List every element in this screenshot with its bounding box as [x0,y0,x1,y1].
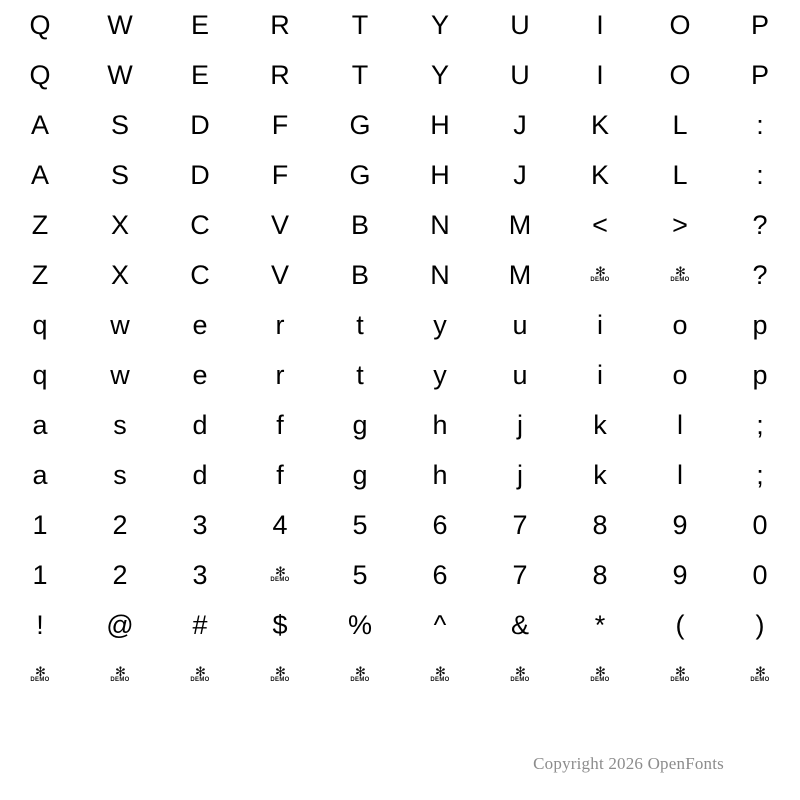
demo-watermark-icon [590,663,610,684]
glyph-cell: ? [752,209,768,240]
glyph-cell [720,650,800,700]
glyph-cell: K [590,159,609,190]
glyph-cell: F [271,109,289,140]
demo-leaf-icon: ✻ [435,663,445,679]
glyph-cell: d [192,459,208,490]
glyph-cell: i [597,359,603,390]
glyph-cell: f [276,409,284,440]
demo-watermark-icon [110,663,130,684]
glyph-cell: ; [756,459,764,490]
glyph-cell: 3 [192,509,208,540]
glyph-cell: Z [31,259,49,290]
glyph-cell: u [512,359,528,390]
demo-leaf-icon: ✻ [675,263,685,279]
glyph-cell: l [677,459,683,490]
glyph-cell: Q [29,9,51,40]
glyph-cell: J [513,159,527,190]
glyph-cell: 7 [512,509,528,540]
demo-label: DEMO [670,676,690,683]
glyph-cell: ^ [433,609,447,640]
demo-label: DEMO [590,676,610,683]
demo-watermark-icon [590,263,610,284]
glyph-cell: N [430,259,450,290]
glyph-cell: q [32,309,48,340]
glyph-cell: 7 [512,559,528,590]
glyph-cell: $ [272,609,288,640]
demo-watermark-icon [270,563,290,584]
glyph-cell: j [517,459,523,490]
demo-label: DEMO [670,276,690,283]
glyph-cell: S [110,159,129,190]
glyph-cell: W [107,59,133,90]
demo-label: DEMO [590,276,610,283]
glyph-cell [240,550,320,600]
glyph-cell: w [110,359,130,390]
glyph-cell: O [669,9,691,40]
glyph-cell: d [192,409,208,440]
glyph-cell: g [352,409,368,440]
glyph-cell: J [513,109,527,140]
glyph-cell: k [593,409,607,440]
demo-leaf-icon: ✻ [195,663,205,679]
glyph-cell: h [432,409,448,440]
glyph-cell: u [512,309,528,340]
demo-label: DEMO [350,676,370,683]
glyph-cell: V [270,209,289,240]
demo-label: DEMO [30,676,50,683]
glyph-cell [320,650,400,700]
glyph-cell: ( [675,609,685,640]
glyph-cell: R [270,9,290,40]
glyph-cell: s [113,409,127,440]
glyph-cell: 9 [672,559,688,590]
demo-watermark-icon [30,663,50,684]
glyph-cell: I [596,59,604,90]
demo-watermark-icon [430,663,450,684]
glyph-cell: 9 [672,509,688,540]
glyph-cell: E [190,9,209,40]
glyph-cell [80,650,160,700]
glyph-cell: G [349,109,371,140]
glyph-cell: t [356,359,364,390]
glyph-cell: l [677,409,683,440]
glyph-cell: 3 [192,559,208,590]
glyph-cell: K [590,109,609,140]
glyph-cell [240,650,320,700]
glyph-cell: s [113,459,127,490]
glyph-cell: Y [430,9,449,40]
demo-label: DEMO [190,676,210,683]
glyph-cell: D [190,159,210,190]
glyph-cell: y [433,359,447,390]
demo-label: DEMO [430,676,450,683]
glyph-cell: Z [31,209,49,240]
demo-leaf-icon: ✻ [755,663,765,679]
glyph-cell: ; [756,409,764,440]
glyph-cell: X [110,209,129,240]
glyph-cell: i [597,309,603,340]
glyph-cell [480,650,560,700]
glyph-cell: 5 [352,559,368,590]
glyph-cell: 4 [272,509,288,540]
glyph-cell: ) [755,609,765,640]
glyph-cell [640,250,720,300]
glyph-cell: h [432,459,448,490]
glyph-cell: a [32,459,48,490]
demo-watermark-icon [510,663,530,684]
demo-leaf-icon: ✻ [595,263,605,279]
demo-label: DEMO [750,676,770,683]
glyph-cell: * [594,609,606,640]
glyph-cell: o [672,359,688,390]
glyph-cell: O [669,59,691,90]
glyph-cell [640,650,720,700]
glyph-cell: V [270,259,289,290]
glyph-cell: g [352,459,368,490]
glyph-cell: & [510,609,529,640]
glyph-cell: 2 [112,509,128,540]
demo-leaf-icon: ✻ [515,663,525,679]
glyph-cell: r [275,309,285,340]
glyph-cell: 6 [432,559,448,590]
glyph-cell: 8 [592,509,608,540]
glyph-cell: q [32,359,48,390]
glyph-cell: T [351,9,369,40]
glyph-cell: f [276,459,284,490]
glyph-cell: w [110,309,130,340]
glyph-cell: ! [36,609,44,640]
glyph-cell: D [190,109,210,140]
glyph-cell: ? [752,259,768,290]
glyph-cell: B [350,259,369,290]
glyph-cell: B [350,209,369,240]
demo-label: DEMO [270,576,290,583]
glyph-cell: F [271,159,289,190]
glyph-cell: R [270,59,290,90]
glyph-cell [160,650,240,700]
glyph-cell: r [275,359,285,390]
glyph-cell: a [32,409,48,440]
glyph-cell: C [190,209,210,240]
glyph-cell [560,250,640,300]
demo-watermark-icon [270,663,290,684]
demo-leaf-icon: ✻ [675,663,685,679]
glyph-cell: % [347,609,372,640]
glyph-cell: p [752,309,768,340]
glyph-cell: # [192,609,208,640]
demo-label: DEMO [270,676,290,683]
glyph-cell: H [430,109,450,140]
glyph-cell [0,650,80,700]
glyph-cell: W [107,9,133,40]
glyph-cell: X [110,259,129,290]
demo-watermark-icon [670,663,690,684]
glyph-cell: M [508,209,532,240]
glyph-cell: y [433,309,447,340]
glyph-cell: U [510,59,530,90]
glyph-cell: e [192,309,208,340]
glyph-cell: @ [106,609,134,640]
glyph-cell: N [430,209,450,240]
glyph-cell: e [192,359,208,390]
glyph-cell: P [750,9,769,40]
glyph-cell: j [517,409,523,440]
glyph-cell: 0 [752,559,768,590]
demo-watermark-icon [350,663,370,684]
glyph-cell: : [756,159,764,190]
glyph-cell: 1 [32,559,48,590]
glyph-cell: 8 [592,559,608,590]
glyph-cell: U [510,9,530,40]
demo-label: DEMO [510,676,530,683]
glyph-cell: 6 [432,509,448,540]
demo-leaf-icon: ✻ [275,563,285,579]
glyph-cell: 2 [112,559,128,590]
glyph-cell: G [349,159,371,190]
glyph-cell: L [672,109,688,140]
glyph-cell: t [356,309,364,340]
glyph-cell: k [593,459,607,490]
glyph-cell: S [110,109,129,140]
glyph-cell: T [351,59,369,90]
glyph-cell: I [596,9,604,40]
demo-leaf-icon: ✻ [355,663,365,679]
glyph-cell: E [190,59,209,90]
demo-leaf-icon: ✻ [595,663,605,679]
glyph-cell: : [756,109,764,140]
glyph-cell: C [190,259,210,290]
demo-watermark-icon [670,263,690,284]
demo-label: DEMO [110,676,130,683]
copyright-notice: Copyright 2026 OpenFonts [533,754,724,773]
glyph-cell: P [750,59,769,90]
demo-watermark-icon [750,663,770,684]
glyph-cell: 1 [32,509,48,540]
glyph-cell: < [592,209,608,240]
glyph-cell: p [752,359,768,390]
demo-watermark-icon [190,663,210,684]
demo-leaf-icon: ✻ [115,663,125,679]
glyph-cell: 5 [352,509,368,540]
glyph-cell: o [672,309,688,340]
glyph-cell: A [30,109,49,140]
glyph-cell: > [672,209,688,240]
glyph-cell: H [430,159,450,190]
demo-leaf-icon: ✻ [35,663,45,679]
glyph-cell: Q [29,59,51,90]
glyph-cell [400,650,480,700]
glyph-cell: L [672,159,688,190]
glyph-cell: M [508,259,532,290]
glyph-cell: 0 [752,509,768,540]
demo-leaf-icon: ✻ [275,663,285,679]
glyph-cell [560,650,640,700]
glyph-cell: A [30,159,49,190]
glyph-cell: Y [430,59,449,90]
